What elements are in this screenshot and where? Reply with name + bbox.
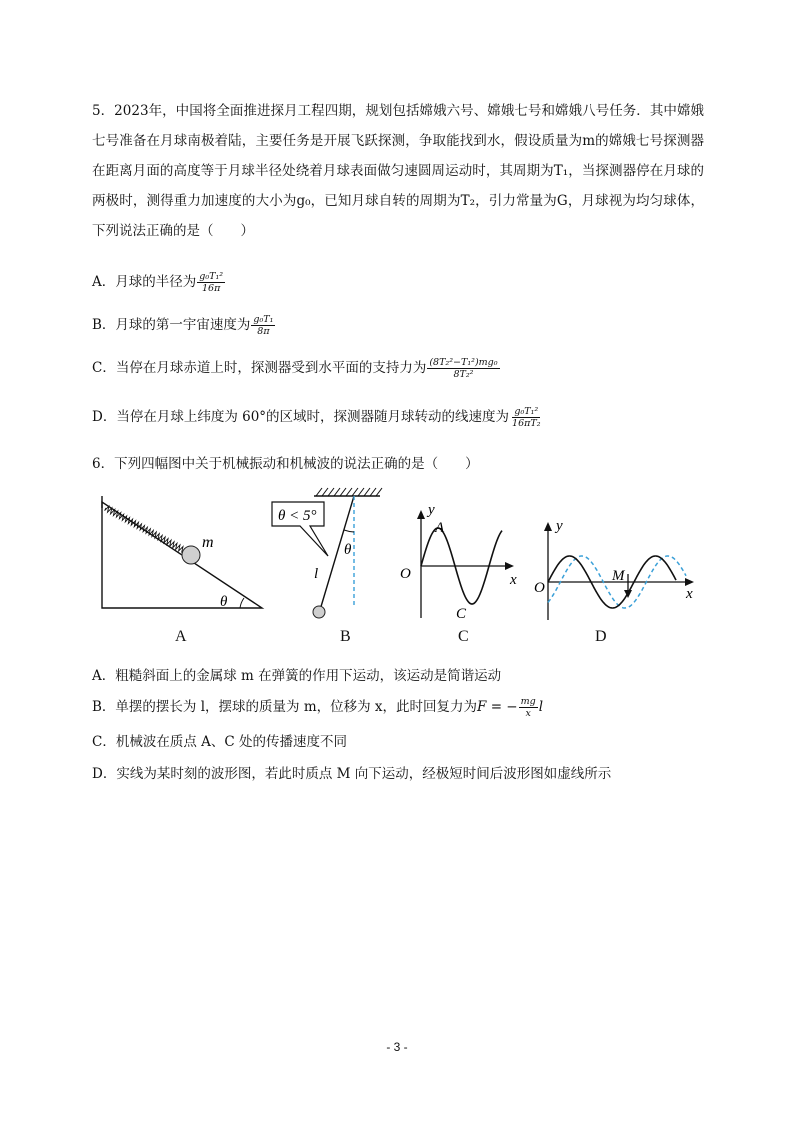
q6-figures	[92, 486, 712, 656]
d-origin-label: O	[534, 580, 545, 596]
q5-option-a-num: g₀T₁²	[199, 271, 224, 282]
metal-ball	[182, 546, 200, 564]
q6-option-a[interactable]: A．粗糙斜面上的金属球 m 在弹簧的作用下运动，该运动是简谐运动	[92, 668, 502, 684]
note-callout-text: θ < 5°	[278, 508, 317, 524]
figure-a-caption: A	[175, 628, 187, 645]
incline-angle-label: θ	[220, 594, 228, 610]
q5-option-c-fraction	[427, 357, 499, 380]
hatch-line	[334, 488, 340, 496]
q5-option-b-label: B．	[92, 317, 116, 333]
d-point-m-label: M	[612, 568, 625, 584]
q5-option-d-label: D．	[92, 409, 117, 425]
ceiling-hatch	[316, 488, 382, 496]
pendulum-angle-label: θ	[344, 542, 352, 558]
d-y-arrow	[544, 522, 552, 531]
q6-option-b-den: x	[525, 708, 531, 719]
q5-option-c[interactable]	[92, 356, 501, 380]
c-point-c-label: C	[456, 606, 467, 622]
q5-option-b-text: 月球的第一宇宙速度为	[115, 317, 251, 333]
q6-option-b-fraction	[519, 696, 538, 719]
q5-option-d-den: 16πT₂	[512, 418, 541, 429]
hatch-line	[316, 488, 322, 496]
q5-option-a-fraction	[197, 271, 225, 294]
hatch-line	[364, 488, 370, 496]
q5-stem: 5．2023年，中国将全面推进探月工程四期，规划包括嫦娥六号、嫦娥七号和嫦娥八号任务．其中嫦娥七号准备在月球南极着陆，主要任务是开展飞跃探测，争取能找到水，假设质量为m的嫦娥七号探测器在距离月面的高度等于月球半径处绕着月球表面做匀速圆周运动时，其周期为T₁，当探测器停在月球的两极时，测得重力加速度的大小为g₀，已知月球自转的周期为T₂，引力常量为G，月球视为均匀球体，下列说法正确的是（ ）	[92, 103, 704, 239]
d-y-label: y	[556, 518, 563, 534]
q5-option-b-num: g₀T₁	[253, 314, 274, 325]
q5-option-d-fraction	[510, 406, 542, 429]
hatch-line	[376, 488, 382, 496]
c-x-arrow	[505, 562, 514, 570]
q5-option-c-den: 8T₂²	[453, 369, 474, 380]
q6-option-c[interactable]: C．机械波在质点 A、C 处的传播速度不同	[92, 734, 347, 750]
hatch-line	[322, 488, 328, 496]
figure-c-caption: C	[458, 628, 469, 645]
q5-option-d-num: g₀T₁²	[514, 406, 539, 417]
incline-angle-arc	[240, 598, 244, 608]
q6-option-b[interactable]	[92, 695, 543, 719]
q5-option-b[interactable]	[92, 313, 276, 337]
figure-c	[400, 502, 517, 622]
ball-label: m	[202, 534, 214, 551]
hatch-line	[352, 488, 358, 496]
c-origin-label: O	[400, 566, 411, 582]
q6-option-b-post: l	[538, 699, 544, 715]
figure-d-caption: D	[595, 628, 607, 645]
c-point-a-label: A	[435, 520, 445, 536]
q5-option-b-den: 8π	[257, 326, 270, 337]
q5-option-d-text: 当停在月球上纬度为 60°的区域时，探测器随月球转动的线速度为	[116, 409, 510, 425]
q5-option-c-label: C．	[92, 360, 116, 376]
q5-option-a-text: 月球的半径为	[115, 274, 197, 290]
q5-option-a[interactable]	[92, 270, 226, 294]
figure-a	[102, 496, 262, 610]
d-x-label: x	[686, 586, 693, 602]
d-x-arrow	[685, 578, 694, 586]
pendulum-length-label: l	[314, 566, 319, 582]
c-y-label: y	[428, 502, 435, 518]
q5-option-d[interactable]	[92, 405, 544, 429]
q6-option-b-text: B．单摆的摆长为 l，摆球的质量为 m，位移为 x，此时回复力为	[92, 699, 478, 715]
figure-d	[534, 518, 694, 620]
figure-b-caption: B	[340, 628, 351, 645]
page-number: - 3 -	[386, 1040, 408, 1054]
pendulum-bob	[313, 606, 325, 618]
hatch-line	[370, 488, 376, 496]
figure-b	[272, 488, 382, 618]
hatch-line	[340, 488, 346, 496]
q5-option-a-den: 16π	[202, 283, 221, 294]
hatch-line	[358, 488, 364, 496]
hatch-line	[328, 488, 334, 496]
pendulum-angle-arc	[344, 530, 354, 532]
q6-stem: 6．下列四幅图中关于机械振动和机械波的说法正确的是（ ）	[92, 456, 479, 472]
q5-option-a-label: A．	[92, 274, 116, 290]
q5-option-c-num: (8T₂²−T₁²)mg₀	[429, 357, 498, 368]
q6-option-d[interactable]: D．实线为某时刻的波形图，若此时质点 M 向下运动，经极短时间后波形图如虚线所示	[92, 766, 612, 782]
q6-option-b-num: mg	[520, 696, 536, 707]
spring-coil	[105, 506, 183, 552]
c-y-arrow	[417, 510, 425, 519]
q5-option-c-text: 当停在月球赤道上时，探测器受到水平面的支持力为	[115, 360, 427, 376]
hatch-line	[346, 488, 352, 496]
c-x-label: x	[510, 572, 517, 588]
q5-option-b-fraction	[251, 314, 275, 337]
q6-option-b-formula: F = −	[477, 699, 518, 715]
